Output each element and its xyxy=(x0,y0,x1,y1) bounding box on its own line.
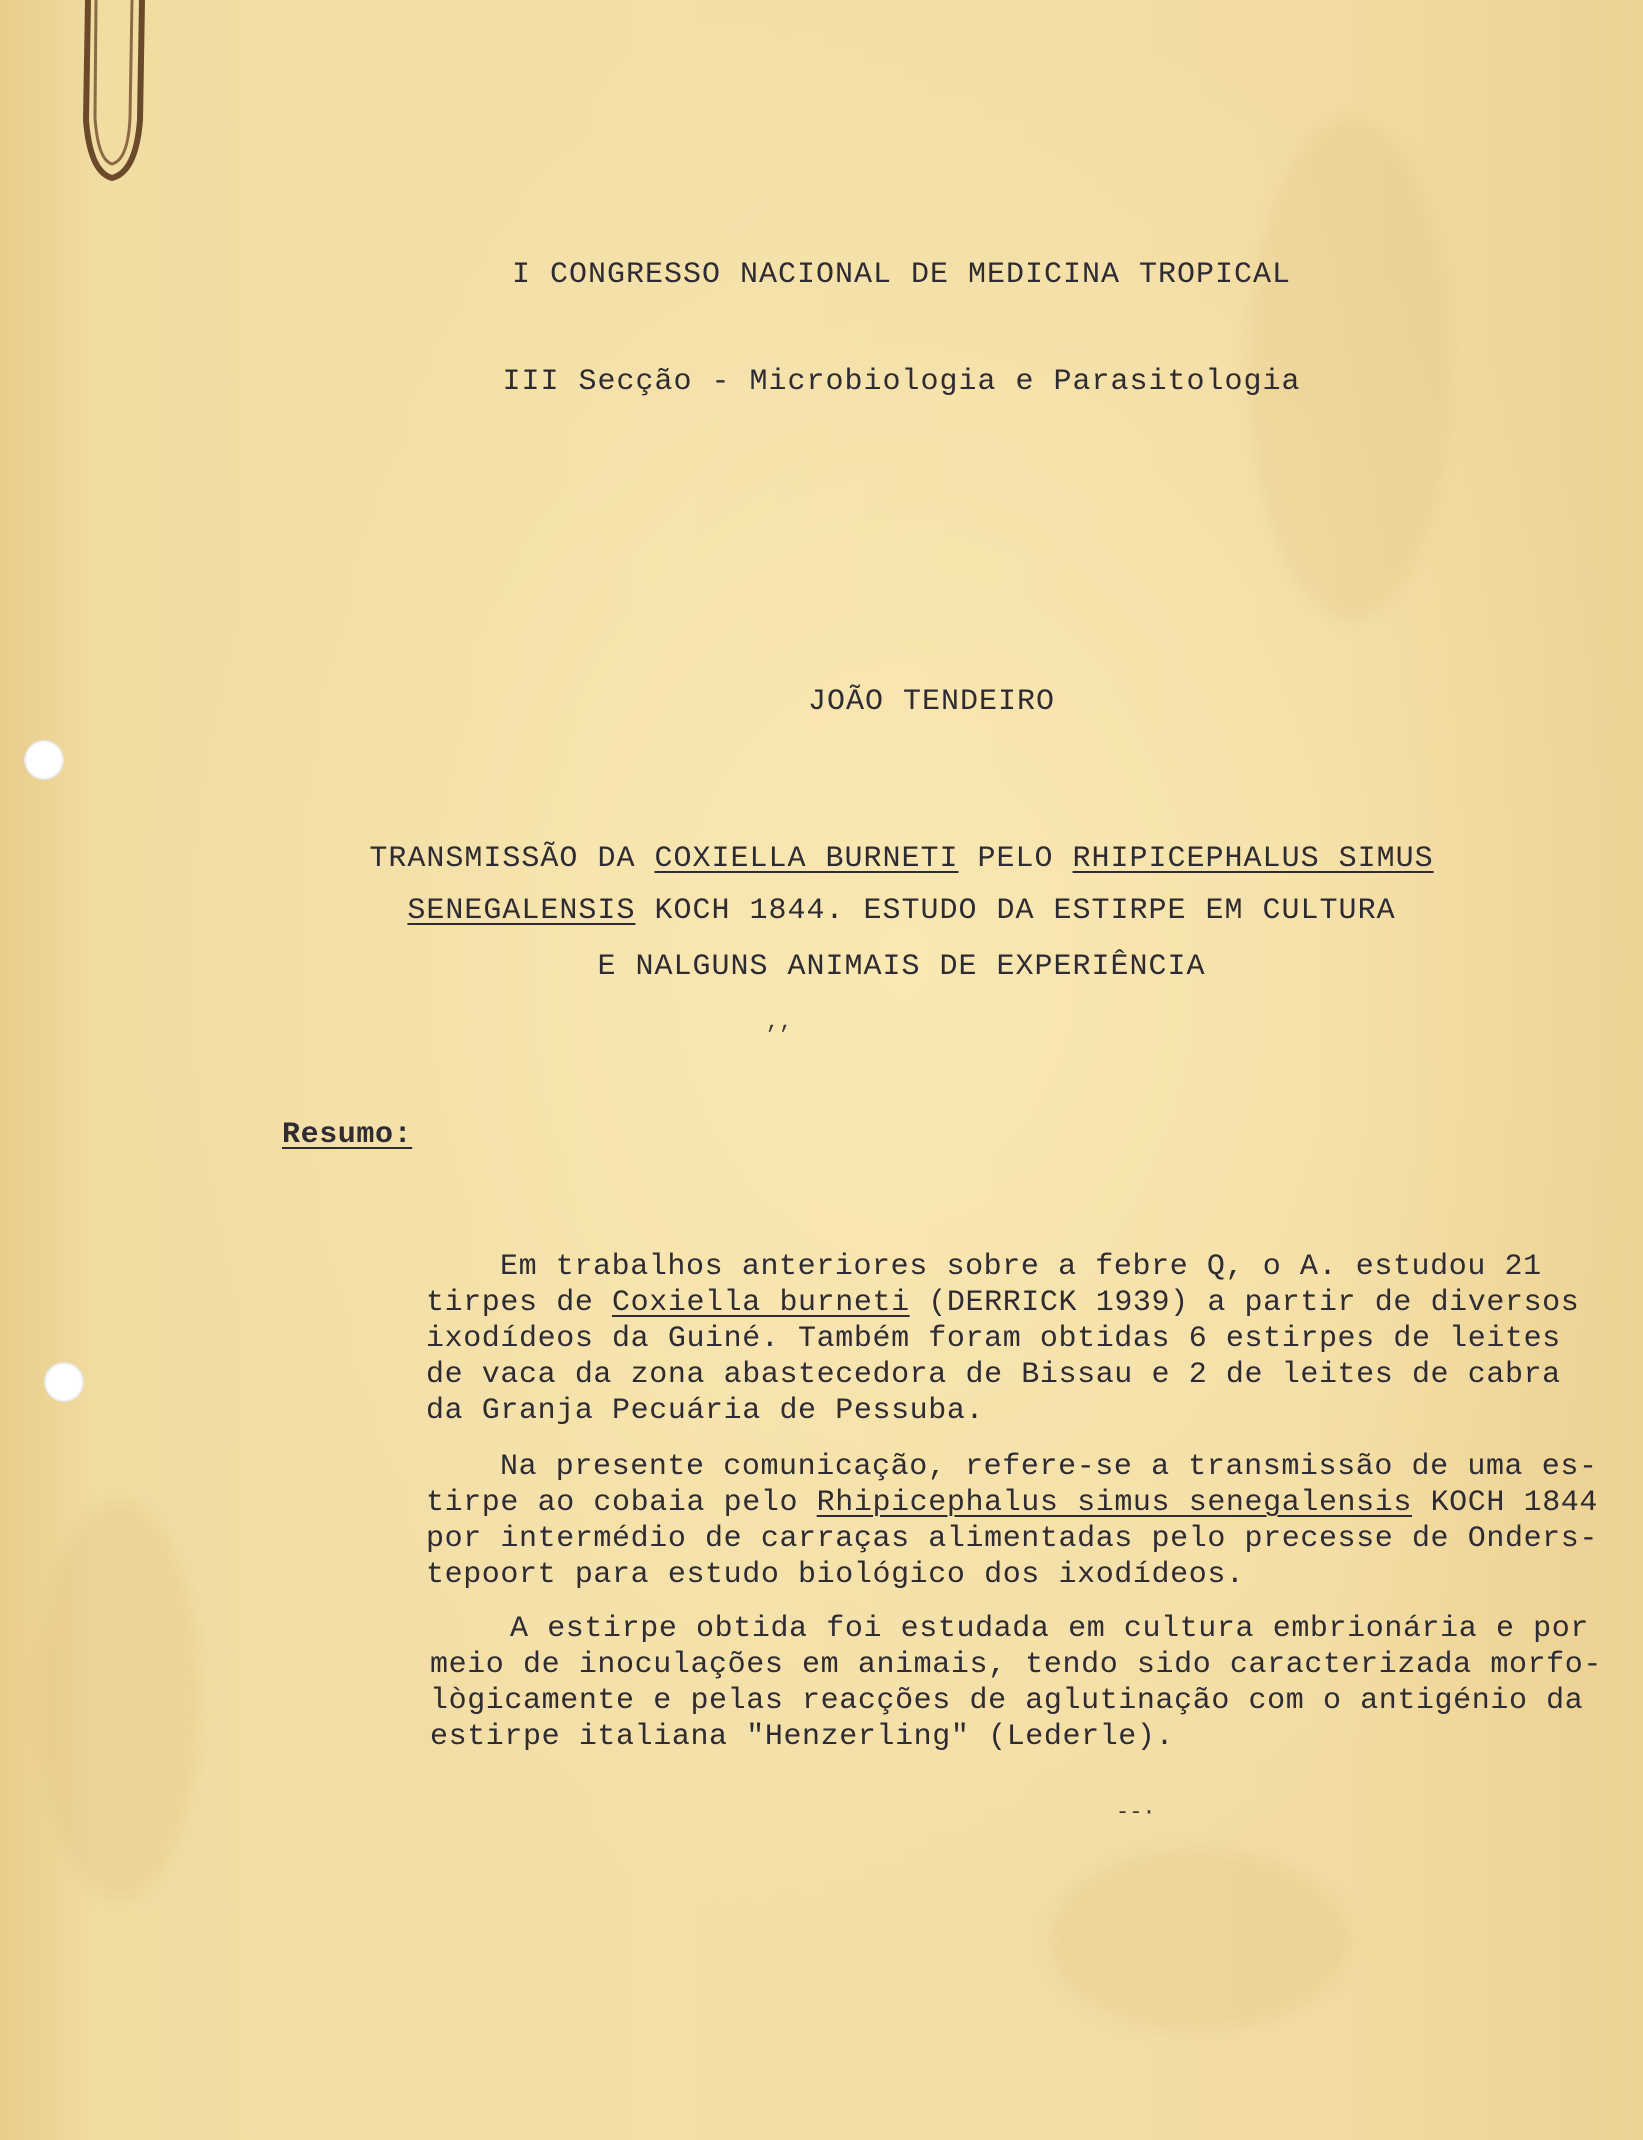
paragraph-2-line-4: tepoort para estudo biológico dos ixodídeos. xyxy=(426,1558,1245,1592)
body-text: tirpe ao cobaia pelo xyxy=(426,1486,817,1520)
title-text: PELO xyxy=(958,842,1073,876)
article-title-line-3: E NALGUNS ANIMAIS DE EXPERIÊNCIA xyxy=(597,950,1206,984)
binder-hole xyxy=(24,740,64,780)
paragraph-1-line-3: ixodídeos da Guiné. Também foram obtidas 6 estirpes de leites xyxy=(426,1322,1561,1356)
body-text: KOCH 1844 xyxy=(1411,1486,1598,1520)
paragraph-2-line-1: Na presente comunicação, refere-se a transmissão de uma es- xyxy=(500,1450,1598,1484)
paragraph-1-line-5: da Granja Pecuária de Pessuba. xyxy=(426,1394,985,1428)
paragraph-1-line-4: de vaca da zona abastecedora de Bissau e 2 de leites de cabra xyxy=(426,1358,1561,1392)
paper-stain xyxy=(1050,1850,1350,2030)
resumo-heading: Resumo: xyxy=(282,1118,413,1152)
title-text: TRANSMISSÃO DA xyxy=(369,842,655,876)
paragraph-3-line-4: estirpe italiana "Henzerling" (Lederle). xyxy=(430,1720,1175,1754)
title-species-rhipicephalus: RHIPICEPHALUS SIMUS xyxy=(1072,842,1434,876)
title-species-senegalensis: SENEGALENSIS xyxy=(407,894,636,928)
title-text: KOCH 1844. ESTUDO DA ESTIRPE EM CULTURA xyxy=(635,894,1396,928)
author-name: JOÃO TENDEIRO xyxy=(807,685,1056,719)
article-title-line-1 xyxy=(0,842,1643,876)
species-rhipicephalus-simus-senegalensis: Rhipicephalus simus senegalensis xyxy=(816,1486,1412,1520)
article-title-line-2 xyxy=(0,894,1643,928)
paragraph-1-line-2 xyxy=(426,1286,1579,1320)
section-title: III Secção - Microbiologia e Parasitologia xyxy=(502,365,1301,399)
body-text: tirpes de xyxy=(426,1286,613,1320)
ink-speck: --· xyxy=(1116,1800,1156,1825)
species-coxiella-burneti: Coxiella burneti xyxy=(612,1286,910,1320)
paragraph-3-line-1: A estirpe obtida foi estudada em cultura embrionária e por xyxy=(510,1612,1589,1646)
paper-stain xyxy=(40,1500,200,1900)
paragraph-2-line-3: por intermédio de carraças alimentadas pelo precesse de Onders- xyxy=(426,1522,1598,1556)
paragraph-3-line-3: lògicamente e pelas reacções de aglutinação com o antigénio da xyxy=(430,1684,1584,1718)
congress-title: I CONGRESSO NACIONAL DE MEDICINA TROPICAL xyxy=(511,258,1292,292)
paragraph-3-line-2: meio de inoculações em animais, tendo sido caracterizada morfo- xyxy=(430,1648,1602,1682)
binder-hole xyxy=(44,1362,84,1402)
paragraph-2-line-2 xyxy=(426,1486,1598,1520)
paragraph-1-line-1: Em trabalhos anteriores sobre a febre Q, o A. estudou 21 xyxy=(500,1250,1542,1284)
body-text: (DERRICK 1939) a partir de diversos xyxy=(909,1286,1580,1320)
title-species-coxiella: COXIELLA BURNETI xyxy=(654,842,959,876)
paperclip-mark-icon xyxy=(78,0,158,190)
ink-speck: ,, xyxy=(766,1010,793,1035)
